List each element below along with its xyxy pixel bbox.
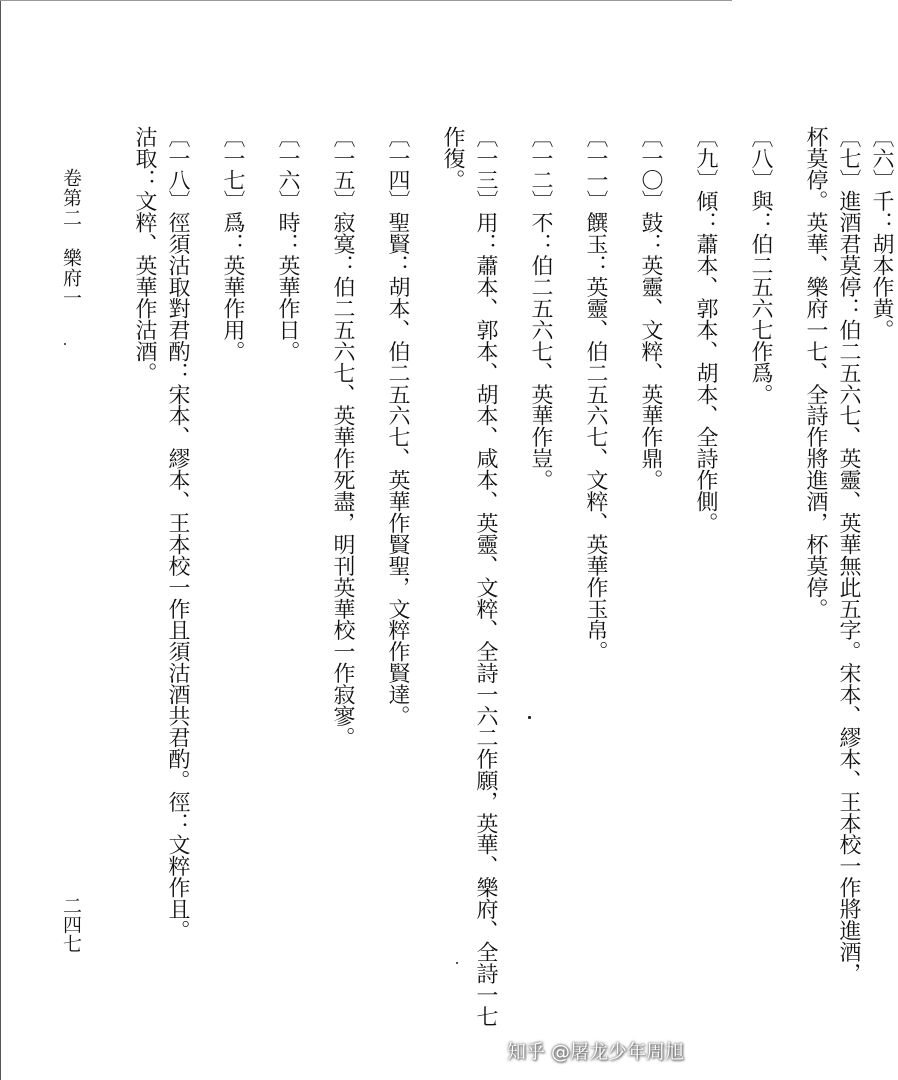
page-edge-left — [0, 0, 1, 1080]
print-speck — [528, 716, 531, 719]
note-12: 〔一二〕不：伯二五六七、英華作豈。 — [528, 126, 553, 491]
annotation-text-block — [118, 126, 898, 1027]
note-6: 〔六〕千：胡本作黄。 — [869, 126, 894, 341]
note-16: 〔一六〕時：英華作日。 — [275, 126, 300, 362]
running-head-section: 樂府一 — [60, 248, 82, 308]
print-speck — [64, 343, 66, 345]
watermark: 知乎 @屠龙少年周旭 — [507, 1041, 685, 1063]
page-number: 二四七 — [60, 896, 82, 953]
note-13: 〔一三〕用：蕭本、郭本、胡本、咸本、英靈、文粹、全詩一六二作願，英華、樂府、全詩一七 — [473, 126, 498, 1027]
print-speck — [456, 962, 458, 964]
note-11: 〔一一〕饌玉：英靈、伯二五六七、文粹、英華作玉帛。 — [583, 126, 608, 663]
note-17: 〔一七〕爲：英華作用。 — [220, 126, 245, 362]
note-7-continued: 杯莫停。英華、樂府一七、全詩作將進酒，杯莫停。 — [803, 126, 828, 620]
note-7: 〔七〕進酒君莫停：伯二五六七、英靈、英華無此五字。宋本、繆本、王本校一作將進酒， — [836, 126, 861, 984]
note-13-continued: 作復。 — [440, 126, 465, 191]
page-edge-top — [0, 0, 732, 1]
running-head — [58, 168, 85, 308]
note-10: 〔一〇〕鼓：英靈、文粹、英華作鼎。 — [638, 126, 663, 491]
note-18-continued: 沽取：文粹、英華作沽酒。 — [132, 126, 157, 384]
note-9: 〔九〕傾：蕭本、郭本、胡本、全詩作側。 — [693, 126, 718, 534]
note-15: 〔一五〕寂寞：伯二五六七、英華作死盡，明刊英華校一作寂寥。 — [330, 126, 355, 749]
note-18: 〔一八〕徑須沽取對君酌：宋本、繆本、王本校一作且須沽酒共君酌。徑：文粹作且。 — [165, 126, 190, 942]
note-8: 〔八〕與：伯二五六七作爲。 — [748, 126, 773, 405]
note-14: 〔一四〕聖賢：胡本、伯二五六七、英華作賢聖，文粹作賢達。 — [385, 126, 410, 727]
running-head-volume: 卷第二 — [60, 168, 82, 228]
